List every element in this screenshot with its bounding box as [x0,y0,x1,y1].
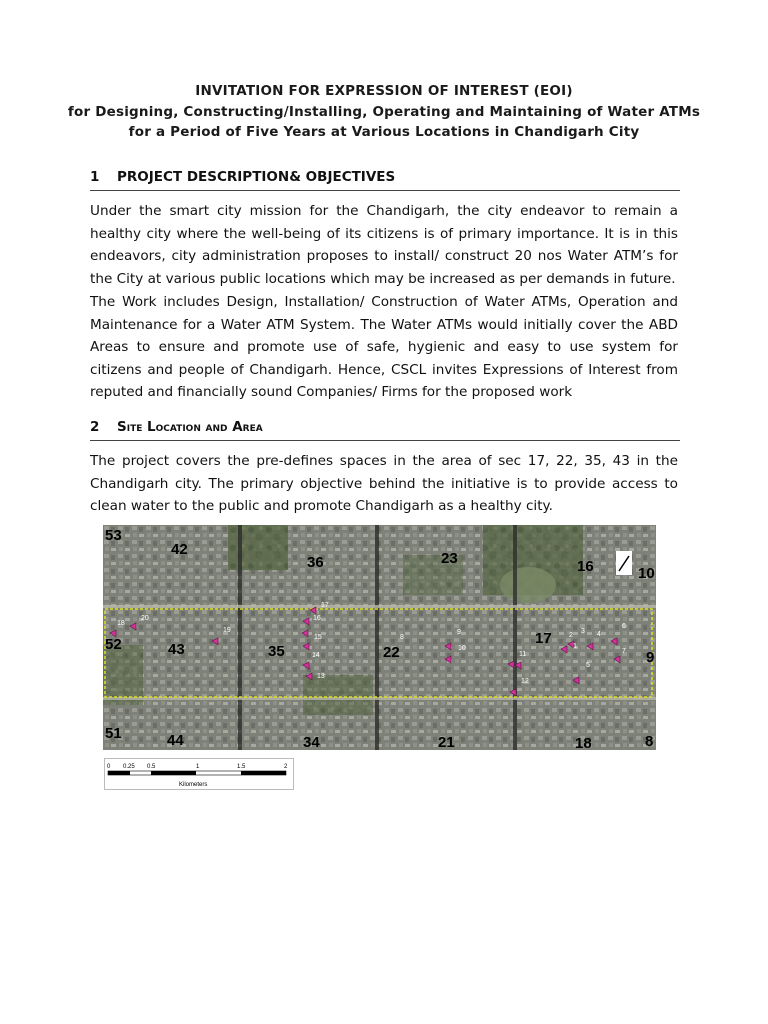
atm-label: 19 [223,627,231,634]
section-1-number: 1 [90,169,100,185]
sector-label: 17 [535,630,552,647]
section-2-heading [90,419,680,441]
scale-tick-label: 1 [196,764,200,770]
section-2-number: 2 [90,419,100,435]
sector-label: 44 [167,732,184,749]
sector-label: 43 [168,641,185,658]
sector-label: 36 [307,554,324,571]
site-location-map [103,525,656,750]
atm-label: 8 [400,634,404,641]
sector-label: 51 [105,725,122,742]
atm-label: 9 [457,629,461,636]
sector-label: 35 [268,643,285,660]
atm-label: 11 [519,651,527,658]
atm-label: 4 [597,631,601,638]
scale-tick-label: 0.25 [123,764,135,770]
atm-label: 20 [141,615,149,622]
atm-label: 1 [573,643,577,650]
atm-label: 16 [313,615,321,622]
document-subtitle-line1: for Designing, Constructing/Installing, Operating and Maintaining of Water ATMs [67,104,701,120]
atm-label: 5 [586,662,590,669]
sector-label: 22 [383,644,400,661]
sector-label: 8 [645,733,654,750]
sector-label: 18 [575,735,592,750]
sector-label: 53 [105,527,122,544]
scale-tick-label: 2 [284,764,288,770]
section-1-title: PROJECT DESCRIPTION& OBJECTIVES [117,169,396,185]
section-1-heading [90,169,680,191]
sector-label: 52 [105,636,122,653]
atm-label: 3 [581,628,585,635]
atm-label: 12 [521,678,529,685]
atm-label: 14 [312,652,320,659]
scale-tick-label: 0 [107,764,111,770]
scale-unit-label: Kilometers [179,782,208,788]
sector-label: 16 [577,558,594,575]
document-subtitle-line2: for a Period of Five Years at Various Locations in Chandigarh City [128,124,640,140]
scale-tick-label: 0.5 [147,764,156,770]
section-2-title: Site Location and Area [117,419,263,435]
sector-label: 23 [441,550,458,567]
sector-label: 10 [638,565,655,582]
atm-label: 7 [622,648,626,655]
sector-label: 9 [646,649,655,666]
atm-label: 10 [458,645,466,652]
section-1-paragraph-1: Under the smart city mission for the Chandigarh, the city endeavor to remain a healthy city where the well-being of its citizens is of primary importance. It is in this endeavors, city administration proposes to install/ construct 20 nos Water ATM’s for the City at various public locations which may be increased as per demands in future. [90,203,678,287]
map-scale-bar [104,758,294,790]
atm-label: 6 [622,623,626,630]
atm-label: 15 [314,634,322,641]
section-2-paragraph-1: The project covers the pre-defines spaces in the area of sec 17, 22, 35, 43 in the Chandigarh city. The primary objective behind the initiative is to provide access to clean water to the public and promote Chandigarh as a healthy city. [90,453,678,515]
sector-label: 21 [438,734,455,750]
document-title: INVITATION FOR EXPRESSION OF INTEREST (EOI) [195,83,573,99]
sector-label: 34 [303,734,320,750]
section-1-paragraph-2: The Work includes Design, Installation/ Construction of Water ATMs, Operation and Maintenance for a Water ATM System. The Water ATMs would initially cover the ABD Areas to ensure and promote use of safe, hygienic and easy to use system for citizens and people of Chandigarh. Hence, CSCL invites Expressions of Interest from reputed and financially sound Companies/ Firms for the proposed work [90,294,678,401]
atm-label: 13 [317,673,325,680]
scale-tick-label: 1.5 [237,764,246,770]
atm-label: 2 [569,632,573,639]
atm-label: 18 [117,620,125,627]
sector-label: 42 [171,541,188,558]
atm-label: 17 [321,602,329,609]
